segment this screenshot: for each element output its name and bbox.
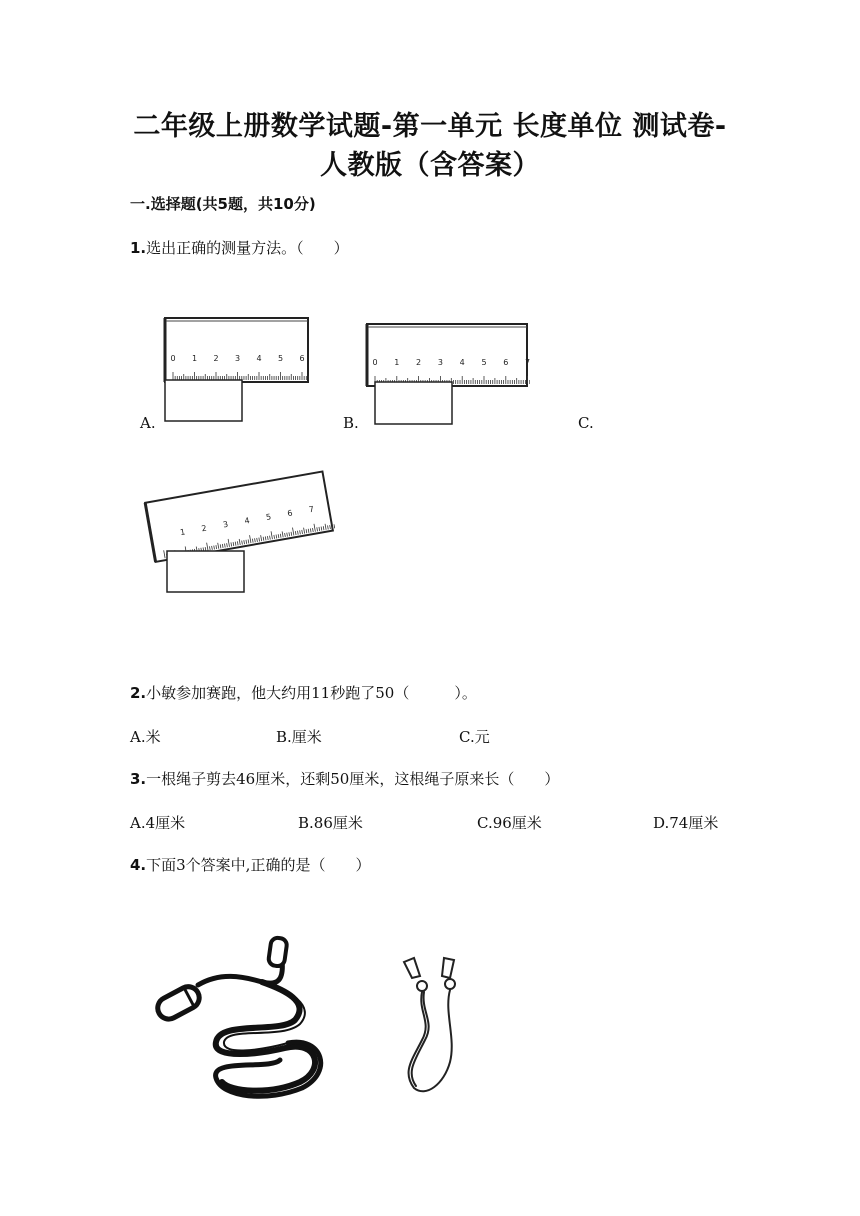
question-text: 一根绳子剪去46厘米，还剩50厘米，这根绳子原来长（ ） — [146, 770, 560, 788]
measured-box — [165, 380, 242, 421]
q3-option-b: B.86厘米 — [298, 814, 363, 832]
question-number: 3. — [130, 770, 147, 788]
question-text: 选出正确的测量方法。（ ） — [146, 239, 349, 257]
jump-rope-thin-image — [392, 952, 472, 1102]
ruler-number: 6 — [503, 358, 509, 367]
ruler-figure-b — [360, 318, 530, 430]
q3-option-c: C.96厘米 — [477, 814, 542, 832]
ruler-number: 1 — [179, 527, 186, 538]
option-a-label: A. — [140, 414, 156, 432]
ruler-number: 0 — [372, 358, 378, 367]
ruler-figure-c — [140, 470, 335, 600]
ruler-tick — [334, 524, 335, 528]
q3-option-a: A.4厘米 — [130, 814, 186, 832]
ruler-number: 3 — [234, 354, 241, 363]
ruler-number: 3 — [222, 519, 229, 530]
q3-option-d: D.74厘米 — [653, 814, 719, 832]
ruler-number: 6 — [299, 354, 305, 363]
jump-rope-thick-image — [150, 930, 340, 1105]
ruler-number: 4 — [256, 354, 262, 363]
question-4 — [130, 854, 370, 875]
question-2 — [130, 682, 477, 703]
ruler-number: 1 — [191, 354, 198, 363]
page-title-line2: 人教版（含答案） — [320, 150, 540, 181]
question-text: 小敏参加赛跑，他大约用11秒跑了50（ ）。 — [146, 684, 477, 702]
question-number: 2. — [130, 684, 147, 702]
measured-box — [167, 551, 244, 592]
option-c-label: C. — [578, 414, 594, 432]
ruler-number: 0 — [170, 354, 176, 363]
ruler-number: 2 — [213, 354, 219, 363]
option-b-label: B. — [343, 414, 359, 432]
q2-option-a: A.米 — [130, 728, 161, 746]
ruler-number: 5 — [265, 512, 272, 522]
ruler-number: 4 — [459, 358, 465, 367]
ruler-number: 5 — [277, 354, 284, 363]
ruler-number: 3 — [437, 358, 443, 367]
page-title: 二年级上册数学试题-第一单元 长度单位 测试卷- — [133, 111, 727, 142]
ruler-number: 7 — [308, 504, 315, 515]
measured-box — [375, 382, 452, 424]
q2-option-c: C.元 — [459, 728, 490, 746]
ruler-number: 4 — [243, 515, 251, 526]
section-heading: 一.选择题(共5题，共10分) — [130, 195, 316, 213]
question-3 — [130, 768, 559, 789]
q2-option-b: B.厘米 — [276, 728, 322, 746]
question-number: 4. — [130, 856, 147, 874]
question-number: 1. — [130, 239, 147, 257]
ruler-number: 2 — [416, 358, 422, 367]
ruler-number: 5 — [481, 358, 487, 367]
ruler-number: 2 — [200, 523, 208, 534]
ruler-figure-a — [158, 316, 310, 426]
ruler-number: 6 — [286, 508, 294, 519]
question-text: 下面3个答案中,正确的是（ ） — [146, 856, 371, 874]
ruler-number: 1 — [394, 358, 400, 367]
ruler-number: 7 — [525, 358, 530, 367]
question-1 — [130, 237, 349, 258]
